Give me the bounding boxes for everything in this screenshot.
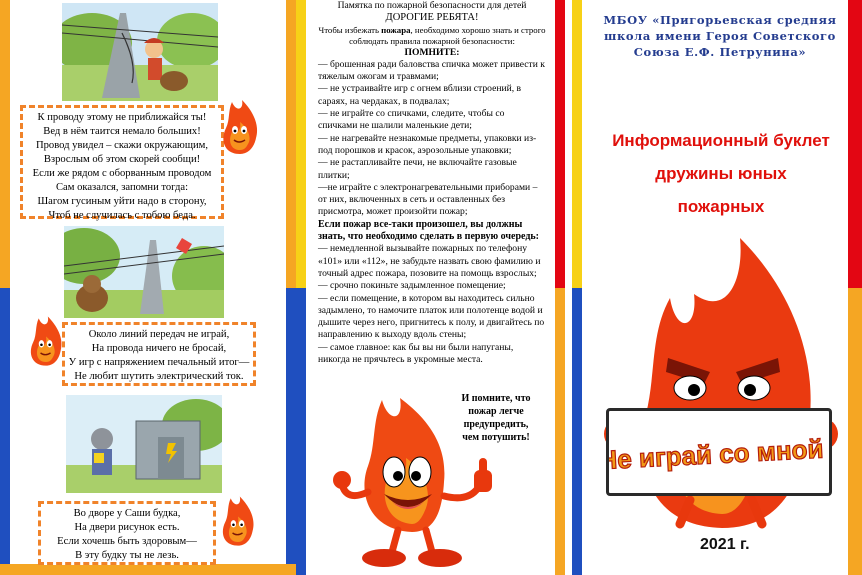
poem2-line: Не любит шутить электрический ток. [74, 371, 244, 382]
poem-wire-warning [20, 105, 224, 219]
sign-text: Не играй со мной ! [609, 432, 829, 476]
poem2-line: У игр с напряжением печальный итог— [68, 357, 250, 368]
memo-header: Памятка по пожарной безопасности для детей [337, 0, 527, 11]
memo-intro-part1: Чтобы избежать [318, 24, 382, 35]
poem-transformer-booth [38, 501, 216, 565]
memo-action: — немедленной вызывайте пожарных по телефону «101» или «112», не забудьте назвать свою фамилию и точный адрес пожара, позовите на помощь взрослых; [318, 243, 541, 279]
poem-power-lines [62, 322, 256, 386]
mid-left-top-stripe [296, 0, 306, 288]
school-line: школа имени Героя Советского [604, 29, 836, 43]
booklet-title-line: Информационный буклет [612, 131, 830, 150]
quote-line: пожар легче [468, 406, 524, 417]
fire-safety-memo [318, 0, 546, 366]
right-right-bottom-stripe [848, 288, 862, 575]
thumbs-up-flame-mascot [328, 392, 528, 572]
memo-rule: — не играйте со спичками, следите, чтобы со спичками не шалили маленькие дети; [318, 108, 505, 132]
small-flame-mascot [26, 316, 66, 368]
quote-line: предупредить, [463, 419, 529, 430]
poem1-line: Сам оказался, запомни тогда: [55, 182, 189, 193]
year-label: 2021 г. [700, 536, 750, 553]
poem3-line: В эту будку ты не лезь. [75, 550, 179, 561]
poem1-line: Взрослым об этом скорей сообщи! [43, 154, 201, 165]
memo-intro-part2: , необходимо хорошо знать и строго соблюдать правила пожарной безопасности: [349, 24, 546, 46]
poem1-line: Если же рядом с оборванным проводом [32, 168, 212, 179]
poem2-line: Около линий передач не играй, [88, 329, 230, 340]
booklet-title [596, 124, 846, 223]
memo-rule: — не растапливайте печи, не включайте газовые плитки; [318, 157, 517, 181]
booklet-title-line: дружины юных [655, 164, 787, 183]
poem1-line: Провод увидел – скажи окружающим, [35, 140, 209, 151]
memo-greeting: ДОРОГИЕ РЕБЯТА! [385, 12, 479, 24]
right-left-top-stripe [572, 0, 582, 288]
power-line-picture-2 [64, 226, 224, 318]
memo-remember: ПОМНИТЕ: [404, 46, 460, 58]
memo-rule: —не играйте с электронагревательными приборами – от них, включенных в сеть и оставленных без присмотра, может произойти пожар; [318, 181, 538, 218]
quote-line: И помните, что [461, 393, 531, 404]
mid-left-bottom-stripe [296, 288, 306, 575]
poem2-line: На провода ничего не бросай, [91, 343, 227, 354]
mid-right-bottom-stripe [555, 288, 565, 575]
booklet-title-line: пожарных [677, 197, 765, 216]
poem1-line: Вед в нём таится немало больших! [43, 126, 201, 137]
memo-intro [318, 25, 546, 47]
memo-intro-bold: пожара [381, 24, 411, 35]
warning-sign [606, 408, 832, 496]
memo-rule: — не устраивайте игр с огнем вблизи строений, в сараях, на чердаках, в подвалах; [318, 83, 522, 107]
transformer-booth-picture [66, 395, 222, 493]
small-flame-mascot [218, 496, 258, 548]
power-line-picture-1 [62, 3, 218, 101]
poem3-line: Если хочешь быть здоровым— [57, 536, 197, 547]
school-line: МБОУ «Пригорьевская средняя [603, 13, 837, 27]
school-line: Союза Е.Ф. Петрунина» [633, 45, 807, 59]
left-bottom-edge [0, 564, 296, 575]
right-left-bottom-stripe [572, 288, 582, 575]
right-right-top-stripe [848, 0, 862, 288]
poem3-line: На двери рисунок есть. [74, 522, 180, 533]
school-name [600, 12, 840, 60]
memo-action: — самое главное: как бы вы ни были напуганы, никогда не прячьтесь в укромные места. [318, 341, 514, 366]
quote-line: чем потушить! [462, 432, 530, 443]
poem3-line: Во дворе у Саши будка, [73, 508, 181, 519]
memo-action: — срочно покиньте задымленное помещение; [318, 280, 506, 292]
memo-question: Если пожар все-таки произошел, вы должны знать, что необходимо сделать в первую очередь: [318, 218, 540, 243]
memo-action: — если помещение, в котором вы находитесь сильно задымлено, то намочите платок или полотенце водой и дышите через него, пригнитесь к полу, и двигайтесь по направлению к выходу вдоль стены; [318, 292, 545, 341]
poem1-line: Шагом гусиным уйти надо в сторону, [37, 196, 207, 207]
memo-rule: — не нагревайте незнакомые предметы, упаковки из-под порошков и красок, аэрозольные упаковки; [318, 132, 537, 156]
memo-rule: — брошенная ради баловства спичка может привести к тяжелым ожогам и травмами; [318, 58, 545, 83]
poem1-line: Чтоб не случилась с тобою беда. [48, 210, 196, 221]
small-flame-mascot [218, 100, 262, 156]
mid-right-top-stripe [555, 0, 565, 288]
poem1-line: К проводу этому не приближайся ты! [37, 112, 207, 123]
